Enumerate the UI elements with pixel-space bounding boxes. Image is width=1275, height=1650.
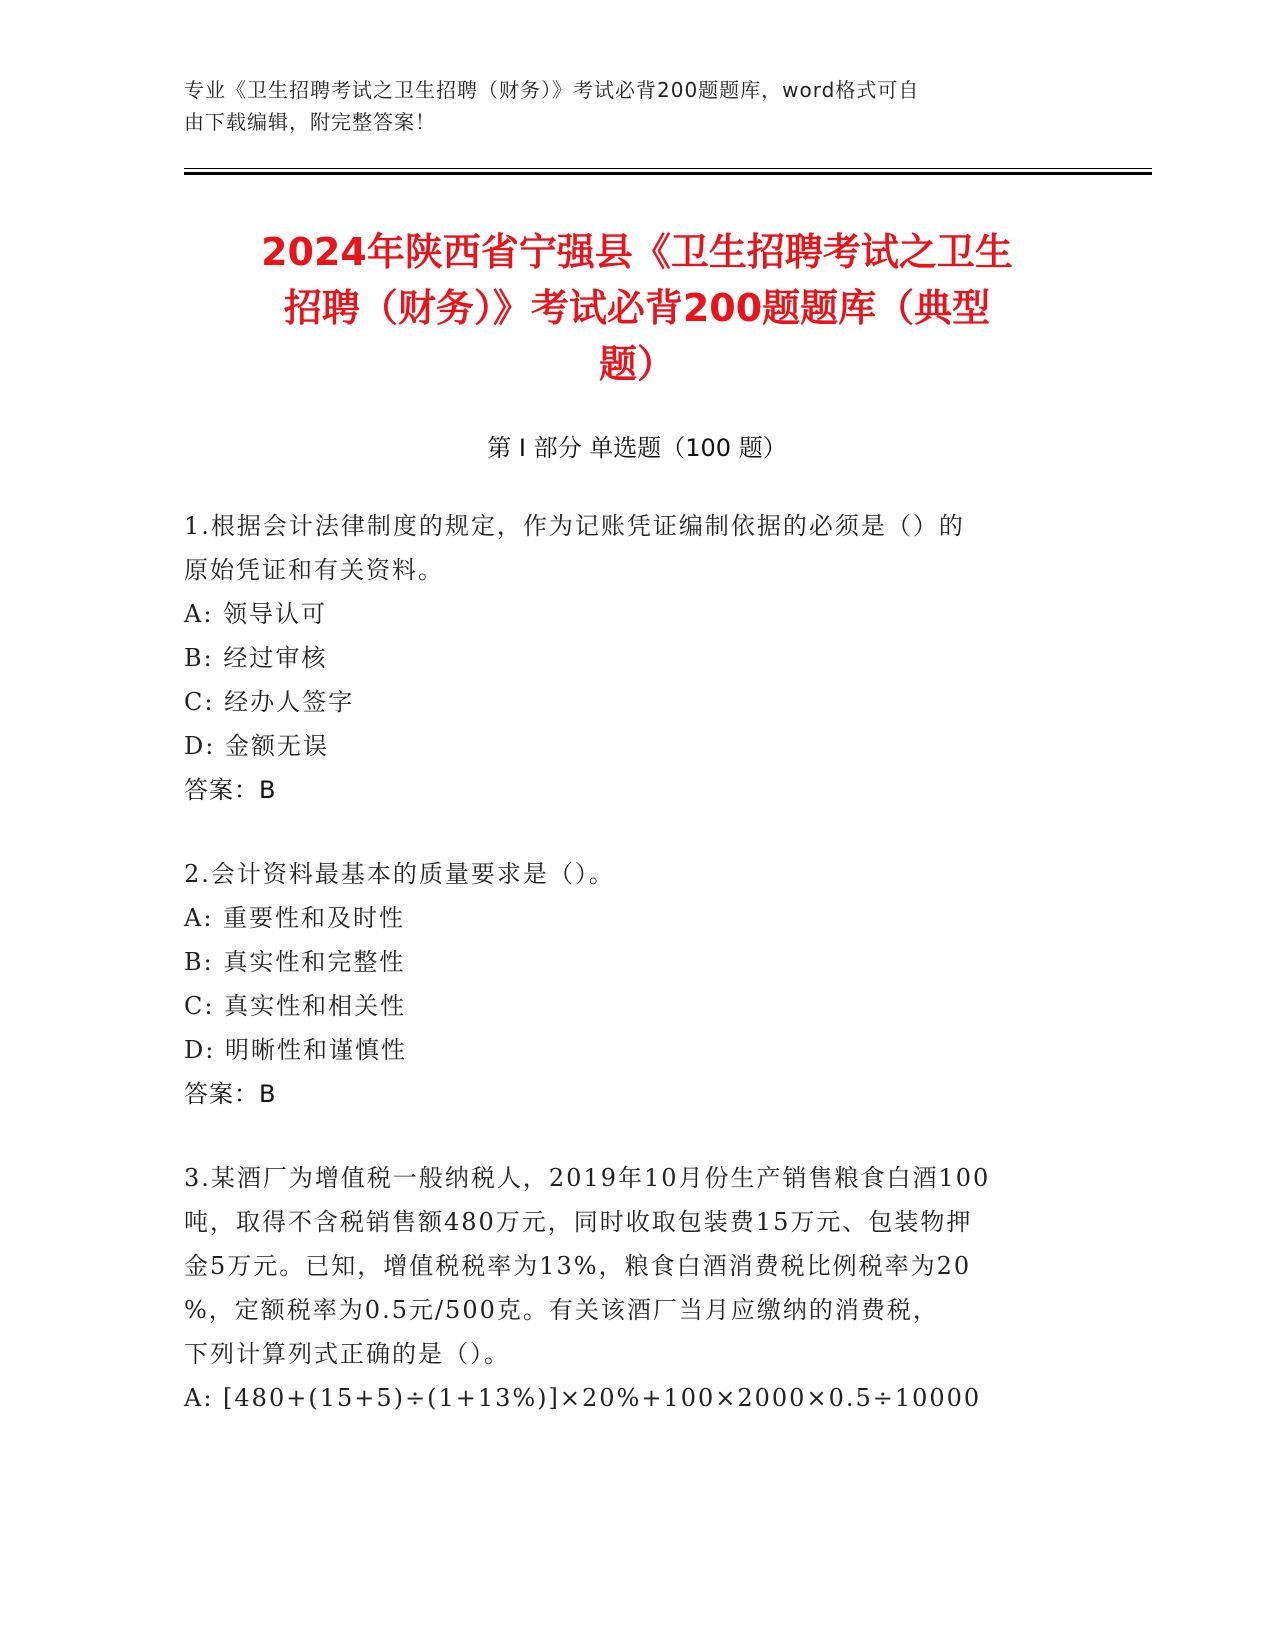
question-1 xyxy=(184,504,1084,812)
option-a: A: 重要性和及时性 xyxy=(184,904,406,932)
option-c: C: 真实性和相关性 xyxy=(184,992,407,1020)
question-stem-line: %，定额税率为0.5元/500克。有关该酒厂当月应缴纳的消费税， xyxy=(184,1296,939,1324)
document-title-line: 2024年陕西省宁强县《卫生招聘考试之卫生 xyxy=(261,230,1013,274)
question-stem-line: 金5万元。已知，增值税税率为13%，粮食白酒消费税比例税率为20 xyxy=(184,1252,972,1280)
header-rule-thin xyxy=(184,168,1152,169)
option-a: A: 领导认可 xyxy=(184,600,328,628)
option-b: B: 真实性和完整性 xyxy=(184,948,406,976)
header-note-line: 专业《卫生招聘考试之卫生招聘（财务）》考试必背200题题库，word格式可自 xyxy=(184,78,920,102)
document-title-line: 题） xyxy=(598,342,675,386)
option-d: D: 金额无误 xyxy=(184,732,329,760)
answer-label: 答案：B xyxy=(184,1080,277,1108)
answer-label: 答案：B xyxy=(184,776,277,804)
question-stem-line: 1.根据会计法律制度的规定，作为记账凭证编制依据的必须是（）的 xyxy=(184,512,965,540)
document-title xyxy=(184,224,1090,392)
question-stem-line: 2.会计资料最基本的质量要求是（）。 xyxy=(184,860,615,888)
option-b: B: 经过审核 xyxy=(184,644,328,672)
header-note xyxy=(184,74,1064,138)
question-stem-line: 原始凭证和有关资料。 xyxy=(184,556,444,584)
option-a: A: [480+(15+5)÷(1+13%)]×20%+100×2000×0.5÷10000 xyxy=(184,1384,982,1412)
question-2 xyxy=(184,852,1084,1116)
question-stem-line: 3.某酒厂为增值税一般纳税人，2019年10月份生产销售粮食白酒100 xyxy=(184,1164,991,1192)
question-stem-line: 下列计算列式正确的是（）。 xyxy=(184,1340,510,1368)
question-3 xyxy=(184,1156,1084,1420)
section-title: 第 I 部分 单选题（100 题） xyxy=(487,434,787,462)
option-d: D: 明晰性和谨慎性 xyxy=(184,1036,407,1064)
header-rule-thick xyxy=(184,172,1152,175)
option-c: C: 经办人签字 xyxy=(184,688,355,716)
question-stem-line: 吨，取得不含税销售额480万元，同时收取包装费15万元、包装物押 xyxy=(184,1208,973,1236)
document-title-line: 招聘（财务）》考试必背200题题库（典型 xyxy=(283,286,991,330)
header-note-line: 由下载编辑，附完整答案！ xyxy=(184,110,436,134)
